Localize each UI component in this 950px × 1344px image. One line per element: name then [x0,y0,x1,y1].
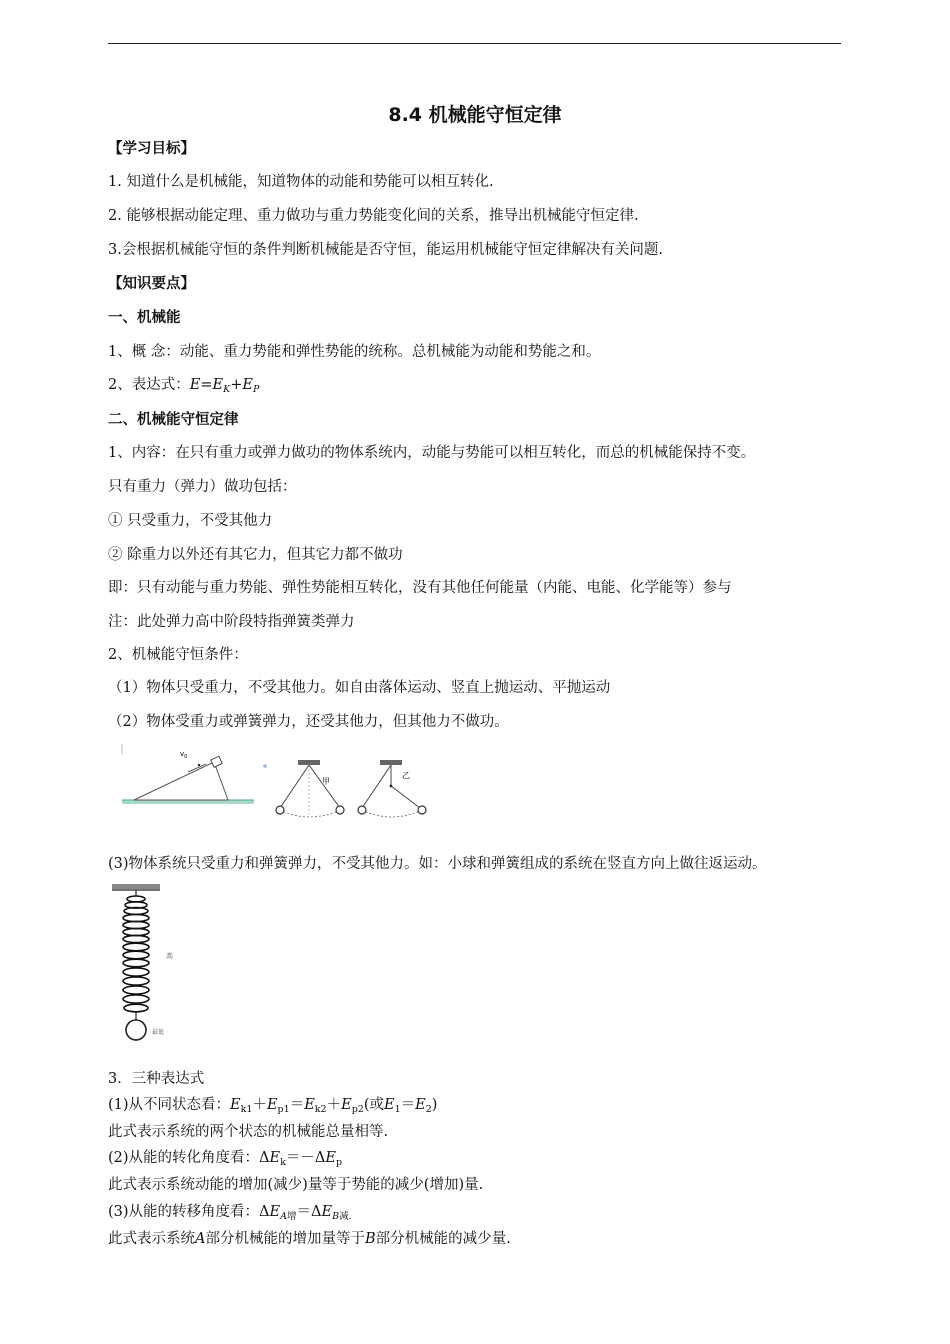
part2-heading: 二、机械能守恒定律 [108,412,239,428]
only-gravity-text: 只有重力（弹力）做功包括： [108,479,297,495]
condition-2: （2）物体受重力或弹簧弹力，还受其他力，但其他力不做功。 [108,714,509,730]
pendulum-figure-1 [270,758,350,824]
note-text: 注：此处弹力高中阶段特指弹簧类弹力 [108,614,355,630]
part3-heading: 3．三种表达式 [108,1071,205,1087]
incline-figure [118,742,258,806]
goal-item-3: 3.会根据机械能守恒的条件判断机械能是否守恒，能运用机械能守恒定律解决有关问题. [108,242,663,258]
law-content: 1、内容：在只有重力或弹力做功的物体系统内，动能与势能可以相互转化，而总的机械能保持不变。 [108,445,756,461]
formula-E: E [189,377,201,393]
pendulum-1-label: 甲 [322,777,330,786]
case-1: ① 只受重力，不受其他力 [108,513,273,529]
case-2: ② 除重力以外还有其它力，但其它力都不做功 [108,547,403,563]
expression-label: 2、表达式： [108,377,190,393]
condition-3: (3)物体系统只受重力和弹簧弹力，不受其他力。如：小球和弹簧组成的系统在竖直方向上做往返运动。 [108,856,767,872]
condition-heading: 2、机械能守恒条件： [108,647,248,663]
concept-text: 1、概 念：动能、重力势能和弹性势能的统称。总机械能为动能和势能之和。 [108,344,601,360]
formula-2-desc: 此式表示系统动能的增加(减少)量等于势能的减少(增加)量. [108,1177,484,1193]
pendulum-2-label: 乙 [402,771,410,780]
spring-mid-label: 高 [166,952,173,960]
goals-heading: 【学习目标】 [108,141,195,157]
condition-1: （1）物体只受重力，不受其他力。如自由落体运动、竖直上抛运动、平抛运动 [108,680,611,696]
goal-item-2: 2. 能够根据动能定理、重力做功与重力势能变化间的关系，推导出机械能守恒定律. [108,208,639,224]
ie-text: 即：只有动能与重力势能、弹性势能相互转化，没有其他任何能量（内能、电能、化学能等）参与 [108,580,732,596]
spring-bottom-label: 最低 [152,1029,165,1036]
goal-item-1: 1. 知道什么是机械能，知道物体的动能和势能可以相互转化. [108,174,494,190]
formula-1-desc: 此式表示系统的两个状态的机械能总量相等. [108,1124,389,1140]
page-title: 8.4 机械能守恒定律 [388,104,562,126]
formula-1-line: (1)从不同状态看：$E_{k1}+E_{p1}=E_{k2}+E_{p2}$(或$E_1=E_2$) [108,1097,438,1115]
header-rule [108,43,841,44]
incline-v0-label: $v_0$ [180,750,188,760]
formula-3-desc: 此式表示系统A部分机械能的增加量等于B部分机械能的减少量. [108,1231,511,1247]
pendulum-figure-2 [352,758,432,824]
expression-line: 2、表达式：$E=E_K+E_P$ [108,377,260,395]
formula-2-line: (2)从能的转化角度看：$\Delta E_k=-\Delta E_p$ [108,1150,343,1168]
part1-heading: 一、机械能 [108,310,181,326]
formula-3-line: (3)从能的转移角度看：$\Delta E_{A增}=\Delta E_{B减.}$ [108,1204,352,1222]
points-heading: 【知识要点】 [108,276,195,292]
dot-marker [262,763,268,769]
spring-figure [106,882,186,1042]
